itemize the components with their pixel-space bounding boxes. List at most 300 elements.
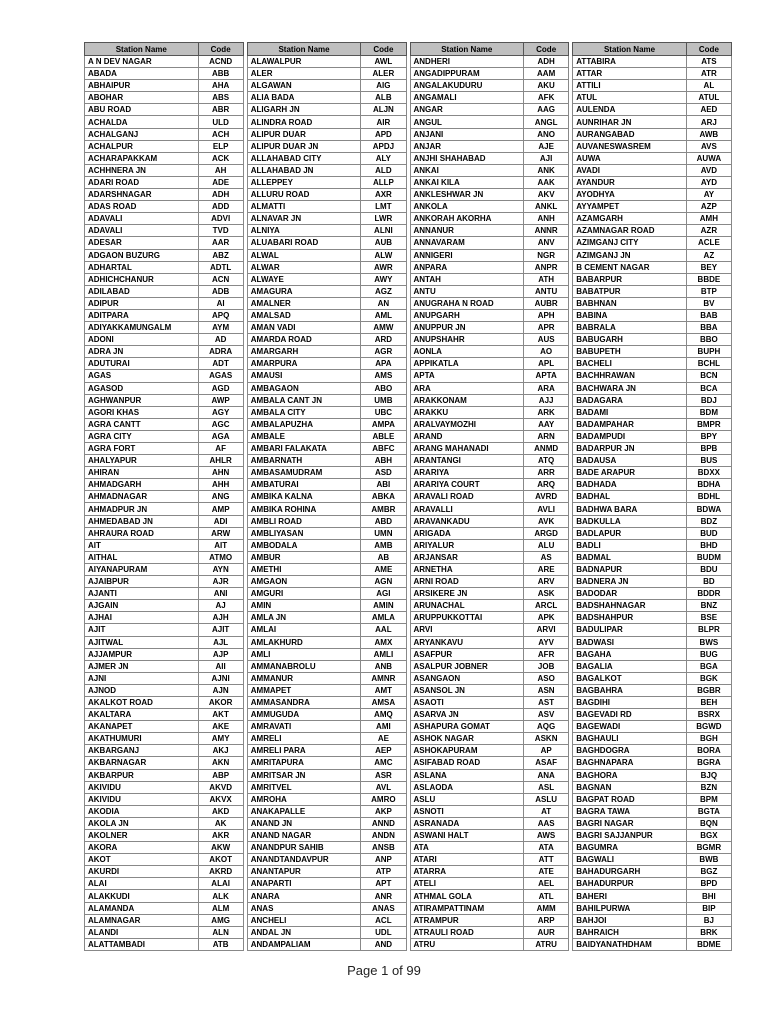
station-code-cell: ARW (198, 527, 243, 539)
station-code-cell: AKW (198, 842, 243, 854)
station-code-cell: AEL (524, 878, 569, 890)
table-row (410, 902, 569, 914)
station-name-cell: BAGEWADI (573, 721, 687, 733)
station-name-cell: AMGAON (247, 576, 361, 588)
station-name-cell: AKBARPUR (85, 769, 199, 781)
table-row (85, 201, 244, 213)
station-code-cell: BGRA (686, 757, 731, 769)
station-code-cell: AIR (361, 116, 406, 128)
header-row (247, 43, 406, 56)
station-name-cell: BADHWA BARA (573, 503, 687, 515)
station-name-cell: BAGALKOT (573, 672, 687, 684)
table-row (85, 539, 244, 551)
station-name-cell: ADRA JN (85, 346, 199, 358)
station-code-cell: BV (686, 297, 731, 309)
station-name-cell: ARVI (410, 624, 524, 636)
station-code-cell: ALAI (198, 878, 243, 890)
station-name-cell: ADARI ROAD (85, 176, 199, 188)
station-code-cell: BDWA (686, 503, 731, 515)
table-row (85, 370, 244, 382)
station-name-cell: ALIPUR DUAR (247, 128, 361, 140)
station-code-cell: AAY (524, 418, 569, 430)
table-row (410, 576, 569, 588)
station-code-cell: AUR (524, 926, 569, 938)
station-code-cell: AKU (524, 80, 569, 92)
station-code-cell: AKOR (198, 696, 243, 708)
table-row (573, 563, 732, 575)
table-row (85, 576, 244, 588)
station-code-cell: ANPR (524, 261, 569, 273)
station-code-cell: ANSB (361, 842, 406, 854)
table-row (573, 576, 732, 588)
station-code-cell: BUS (686, 455, 731, 467)
station-code-cell: ALNI (361, 225, 406, 237)
station-name-cell: AGRA FORT (85, 443, 199, 455)
table-row (573, 817, 732, 829)
station-code-cell: BAB (686, 309, 731, 321)
station-name-cell: ALWAYE (247, 273, 361, 285)
station-name-cell: AZIMGANJ CITY (573, 237, 687, 249)
station-name-cell: AKBARGANJ (85, 745, 199, 757)
station-name-cell: AKIVIDU (85, 781, 199, 793)
station-code-cell: AVLI (524, 503, 569, 515)
table-row (410, 563, 569, 575)
station-name-cell: ALLAHABAD CITY (247, 152, 361, 164)
table-row (247, 527, 406, 539)
table-row (410, 237, 569, 249)
table-row (247, 237, 406, 249)
station-code-cell: NGR (524, 249, 569, 261)
station-name-cell: AMROHA (247, 793, 361, 805)
table-row (247, 914, 406, 926)
table-row (573, 745, 732, 757)
station-name-cell: APPIKATLA (410, 358, 524, 370)
station-name-cell: AMMAPET (247, 684, 361, 696)
station-name-cell: AMLAI (247, 624, 361, 636)
station-code-cell: BWB (686, 854, 731, 866)
table-row (410, 793, 569, 805)
station-name-cell: BAGHORA (573, 769, 687, 781)
table-row (573, 394, 732, 406)
station-name-cell: ARIYALUR (410, 539, 524, 551)
station-name-cell: BAGRA TAWA (573, 805, 687, 817)
table-row (573, 92, 732, 104)
station-code-cell: BPB (686, 443, 731, 455)
station-name-cell: ALLEPPEY (247, 176, 361, 188)
table-row (573, 866, 732, 878)
station-code-cell: BDHL (686, 491, 731, 503)
station-code-cell: AI (198, 297, 243, 309)
station-code-cell: AUBR (524, 297, 569, 309)
station-code-cell: BCHL (686, 358, 731, 370)
table-row (573, 358, 732, 370)
station-code-cell: AKOT (198, 854, 243, 866)
station-name-cell: ARAND (410, 430, 524, 442)
station-code-cell: AMLI (361, 648, 406, 660)
station-code-cell: JOB (524, 660, 569, 672)
station-code-cell: AKT (198, 709, 243, 721)
station-name-cell: AGRA CANTT (85, 418, 199, 430)
table-row (410, 467, 569, 479)
station-name-cell: AMGURI (247, 588, 361, 600)
station-code-cell: AIT (198, 539, 243, 551)
station-code-cell: ARR (524, 467, 569, 479)
station-name-cell: ATA (410, 842, 524, 854)
station-code-cell: BPY (686, 430, 731, 442)
station-code-cell: ABP (198, 769, 243, 781)
table-row (247, 418, 406, 430)
table-row (85, 563, 244, 575)
station-name-cell: ANAPARTI (247, 878, 361, 890)
table-row (85, 721, 244, 733)
table-row (85, 527, 244, 539)
station-table-4 (572, 42, 732, 951)
station-code-cell: ABFC (361, 443, 406, 455)
station-name-cell: ALATTAMBADI (85, 938, 199, 950)
station-table-3 (410, 42, 570, 951)
station-name-cell: AZAMGARH (573, 213, 687, 225)
station-code-cell: ALJN (361, 104, 406, 116)
station-name-cell: ALAKKUDI (85, 890, 199, 902)
station-code-cell: BMPR (686, 418, 731, 430)
table-row (247, 551, 406, 563)
station-name-cell: AHIRAN (85, 467, 199, 479)
station-code-cell: ARGD (524, 527, 569, 539)
station-name-cell: AKATHUMURI (85, 733, 199, 745)
station-name-cell: AJNOD (85, 684, 199, 696)
station-code-cell: AAR (198, 237, 243, 249)
station-code-cell: AVD (686, 164, 731, 176)
station-code-cell: ABZ (198, 249, 243, 261)
station-code-cell: AHA (198, 80, 243, 92)
table-row (85, 515, 244, 527)
station-code-cell: AMIN (361, 600, 406, 612)
table-row (573, 297, 732, 309)
table-row (85, 600, 244, 612)
station-name-cell: ANPARA (410, 261, 524, 273)
station-code-cell: APK (524, 612, 569, 624)
table-row (410, 430, 569, 442)
station-code-cell: ABO (361, 382, 406, 394)
station-code-cell: ALER (361, 68, 406, 80)
station-name-cell: ANNAVARAM (410, 237, 524, 249)
station-name-cell: ANGALAKUDURU (410, 80, 524, 92)
table-row (247, 430, 406, 442)
code-header: Code (686, 43, 731, 56)
table-row (573, 733, 732, 745)
station-code-cell: BQN (686, 817, 731, 829)
station-code-cell: BEH (686, 696, 731, 708)
station-name-cell: AKIVIDU (85, 793, 199, 805)
table-row (573, 805, 732, 817)
station-name-cell: AMBALE (247, 430, 361, 442)
table-row (85, 92, 244, 104)
station-code-cell: ANTU (524, 285, 569, 297)
table-row (573, 878, 732, 890)
station-code-cell: ATUL (686, 92, 731, 104)
station-name-cell: AUWA (573, 152, 687, 164)
station-name-cell: ATRU (410, 938, 524, 950)
table-row (247, 636, 406, 648)
header-row (85, 43, 244, 56)
station-name-cell: BADODAR (573, 588, 687, 600)
station-code-cell: BDZ (686, 515, 731, 527)
table-row (247, 757, 406, 769)
station-name-cell: BABARPUR (573, 273, 687, 285)
table-row (573, 600, 732, 612)
station-code-cell: AD (198, 334, 243, 346)
station-table-1 (84, 42, 244, 951)
station-code-cell: AWR (361, 261, 406, 273)
table-row (85, 733, 244, 745)
station-code-cell: ATS (686, 56, 731, 68)
station-name-cell: ADONI (85, 334, 199, 346)
station-name-cell: ANAND JN (247, 817, 361, 829)
station-code-cell: BSE (686, 612, 731, 624)
station-name-cell: AMMANABROLU (247, 660, 361, 672)
table-row (247, 273, 406, 285)
station-name-cell: BADAMPUDI (573, 430, 687, 442)
table-row (247, 539, 406, 551)
station-name-cell: AMBLI ROAD (247, 515, 361, 527)
table-row (247, 588, 406, 600)
station-name-cell: ALAMNAGAR (85, 914, 199, 926)
header-row (410, 43, 569, 56)
table-row (573, 902, 732, 914)
station-name-cell: ALWAL (247, 249, 361, 261)
table-row (573, 261, 732, 273)
station-name-cell: ABHAIPUR (85, 80, 199, 92)
table-row (247, 56, 406, 68)
station-name-cell: ARSIKERE JN (410, 588, 524, 600)
table-row (410, 745, 569, 757)
table-row (247, 164, 406, 176)
station-name-cell: ALAWALPUR (247, 56, 361, 68)
station-code-cell: ABD (361, 515, 406, 527)
table-row (410, 382, 569, 394)
station-name-cell: ANAND NAGAR (247, 830, 361, 842)
station-code-cell: BPD (686, 878, 731, 890)
table-row (410, 128, 569, 140)
station-code-cell: BLPR (686, 624, 731, 636)
station-code-cell: AJL (198, 636, 243, 648)
station-name-cell: AYYAMPET (573, 201, 687, 213)
station-name-cell: AMBALA CITY (247, 406, 361, 418)
station-code-cell: ANV (524, 237, 569, 249)
station-code-cell: AE (361, 733, 406, 745)
table-row (573, 273, 732, 285)
table-row (85, 479, 244, 491)
station-code-cell: ADB (198, 285, 243, 297)
station-name-cell: ALER (247, 68, 361, 80)
table-row (573, 225, 732, 237)
station-name-cell: AMBALA CANT JN (247, 394, 361, 406)
table-row (410, 152, 569, 164)
station-name-cell: BADLAPUR (573, 527, 687, 539)
table-row (410, 660, 569, 672)
station-code-cell: ANK (524, 164, 569, 176)
table-row (573, 370, 732, 382)
station-name-cell: BABRALA (573, 322, 687, 334)
station-code-cell: AKE (198, 721, 243, 733)
station-table-2 (247, 42, 407, 951)
station-name-cell: BAGHDOGRA (573, 745, 687, 757)
station-code-cell: AWP (198, 394, 243, 406)
table-row (410, 684, 569, 696)
station-name-cell: ADITPARA (85, 309, 199, 321)
station-code-cell: ABS (198, 92, 243, 104)
table-row (85, 140, 244, 152)
station-code-cell: ADI (198, 515, 243, 527)
station-name-cell: AULENDA (573, 104, 687, 116)
table-row (410, 104, 569, 116)
table-row (573, 612, 732, 624)
station-code-cell: BBO (686, 334, 731, 346)
table-row (410, 358, 569, 370)
station-code-cell: BCA (686, 382, 731, 394)
station-name-cell: ADILABAD (85, 285, 199, 297)
station-name-cell: AMIN (247, 600, 361, 612)
table-row (573, 430, 732, 442)
station-code-cell: LWR (361, 213, 406, 225)
station-name-cell: ANDAL JN (247, 926, 361, 938)
station-code-cell: AZR (686, 225, 731, 237)
station-code-cell: AMH (686, 213, 731, 225)
station-code-cell: AO (524, 346, 569, 358)
station-name-cell: AMRITSAR JN (247, 769, 361, 781)
table-row (573, 551, 732, 563)
station-code-cell: AB (361, 551, 406, 563)
table-row (247, 684, 406, 696)
station-name-cell: ANJAR (410, 140, 524, 152)
station-name-cell: AGORI KHAS (85, 406, 199, 418)
station-code-cell: BDHA (686, 479, 731, 491)
table-row (85, 745, 244, 757)
table-row (410, 648, 569, 660)
station-code-cell: AKN (198, 757, 243, 769)
station-name-cell: AMBASAMUDRAM (247, 467, 361, 479)
table-row (85, 116, 244, 128)
station-name-cell: ADAVALI (85, 225, 199, 237)
station-name-cell: ASHOK NAGAR (410, 733, 524, 745)
table-row (85, 805, 244, 817)
station-name-cell: BADMAL (573, 551, 687, 563)
station-name-cell: BAGUMRA (573, 842, 687, 854)
station-code-cell: APTA (524, 370, 569, 382)
table-row (85, 164, 244, 176)
table-row (247, 322, 406, 334)
station-name-cell: ABU ROAD (85, 104, 199, 116)
table-row (247, 225, 406, 237)
table-row (85, 636, 244, 648)
station-code-cell: APL (524, 358, 569, 370)
station-code-cell: AY (686, 189, 731, 201)
station-code-cell: ANNR (524, 225, 569, 237)
station-code-cell: AKP (361, 805, 406, 817)
station-code-cell: BUPH (686, 346, 731, 358)
station-code-cell: AMC (361, 757, 406, 769)
station-code-cell: AXR (361, 189, 406, 201)
station-name-cell: ACHALDA (85, 116, 199, 128)
table-row (410, 68, 569, 80)
station-name-cell: ATTILI (573, 80, 687, 92)
station-name-cell: AHRAURA ROAD (85, 527, 199, 539)
station-name-cell: AIT (85, 539, 199, 551)
table-row (410, 600, 569, 612)
table-row (85, 237, 244, 249)
table-row (573, 709, 732, 721)
table-row (573, 285, 732, 297)
table-row (410, 938, 569, 950)
table-row (410, 854, 569, 866)
station-name-header: Station Name (410, 43, 524, 56)
station-code-cell: AAL (361, 624, 406, 636)
table-row (573, 406, 732, 418)
station-code-cell: AAM (524, 68, 569, 80)
station-name-cell: ARIGADA (410, 527, 524, 539)
station-code-cell: BGA (686, 660, 731, 672)
table-row (410, 515, 569, 527)
station-code-cell: AHLR (198, 455, 243, 467)
table-row (573, 624, 732, 636)
station-name-cell: ARANTANGI (410, 455, 524, 467)
table-row (410, 926, 569, 938)
station-name-cell: ARUNACHAL (410, 600, 524, 612)
table-row (247, 297, 406, 309)
table-row (85, 709, 244, 721)
station-code-cell: ANG (198, 491, 243, 503)
station-name-cell: ANANTAPUR (247, 866, 361, 878)
station-name-cell: BADE ARAPUR (573, 467, 687, 479)
table-row (247, 491, 406, 503)
station-name-cell: ALAI (85, 878, 199, 890)
table-row (410, 455, 569, 467)
station-code-cell: AFR (524, 648, 569, 660)
station-code-cell: ATA (524, 842, 569, 854)
station-code-cell: ABI (361, 479, 406, 491)
table-row (410, 721, 569, 733)
station-code-cell: AGA (198, 430, 243, 442)
station-name-cell: AKURDI (85, 866, 199, 878)
station-name-cell: BABINA (573, 309, 687, 321)
station-code-cell: AKRD (198, 866, 243, 878)
table-row (410, 225, 569, 237)
table-row (573, 842, 732, 854)
station-code-cell: ASN (524, 684, 569, 696)
table-row (410, 636, 569, 648)
station-name-cell: ALWAR (247, 261, 361, 273)
station-code-cell: AYN (198, 563, 243, 575)
table-row (573, 322, 732, 334)
table-row (85, 902, 244, 914)
table-row (85, 672, 244, 684)
table-row (247, 213, 406, 225)
table-row (85, 842, 244, 854)
table-row (85, 781, 244, 793)
table-row (573, 684, 732, 696)
table-row (247, 709, 406, 721)
station-name-cell: AKANAPET (85, 721, 199, 733)
station-name-cell: AMRAVATI (247, 721, 361, 733)
station-name-cell: AHMADNAGAR (85, 491, 199, 503)
station-name-header: Station Name (85, 43, 199, 56)
station-code-cell: ALN (198, 926, 243, 938)
station-code-cell: ULD (198, 116, 243, 128)
table-row (247, 80, 406, 92)
table-row (573, 648, 732, 660)
table-row (247, 152, 406, 164)
station-code-cell: AMPA (361, 418, 406, 430)
